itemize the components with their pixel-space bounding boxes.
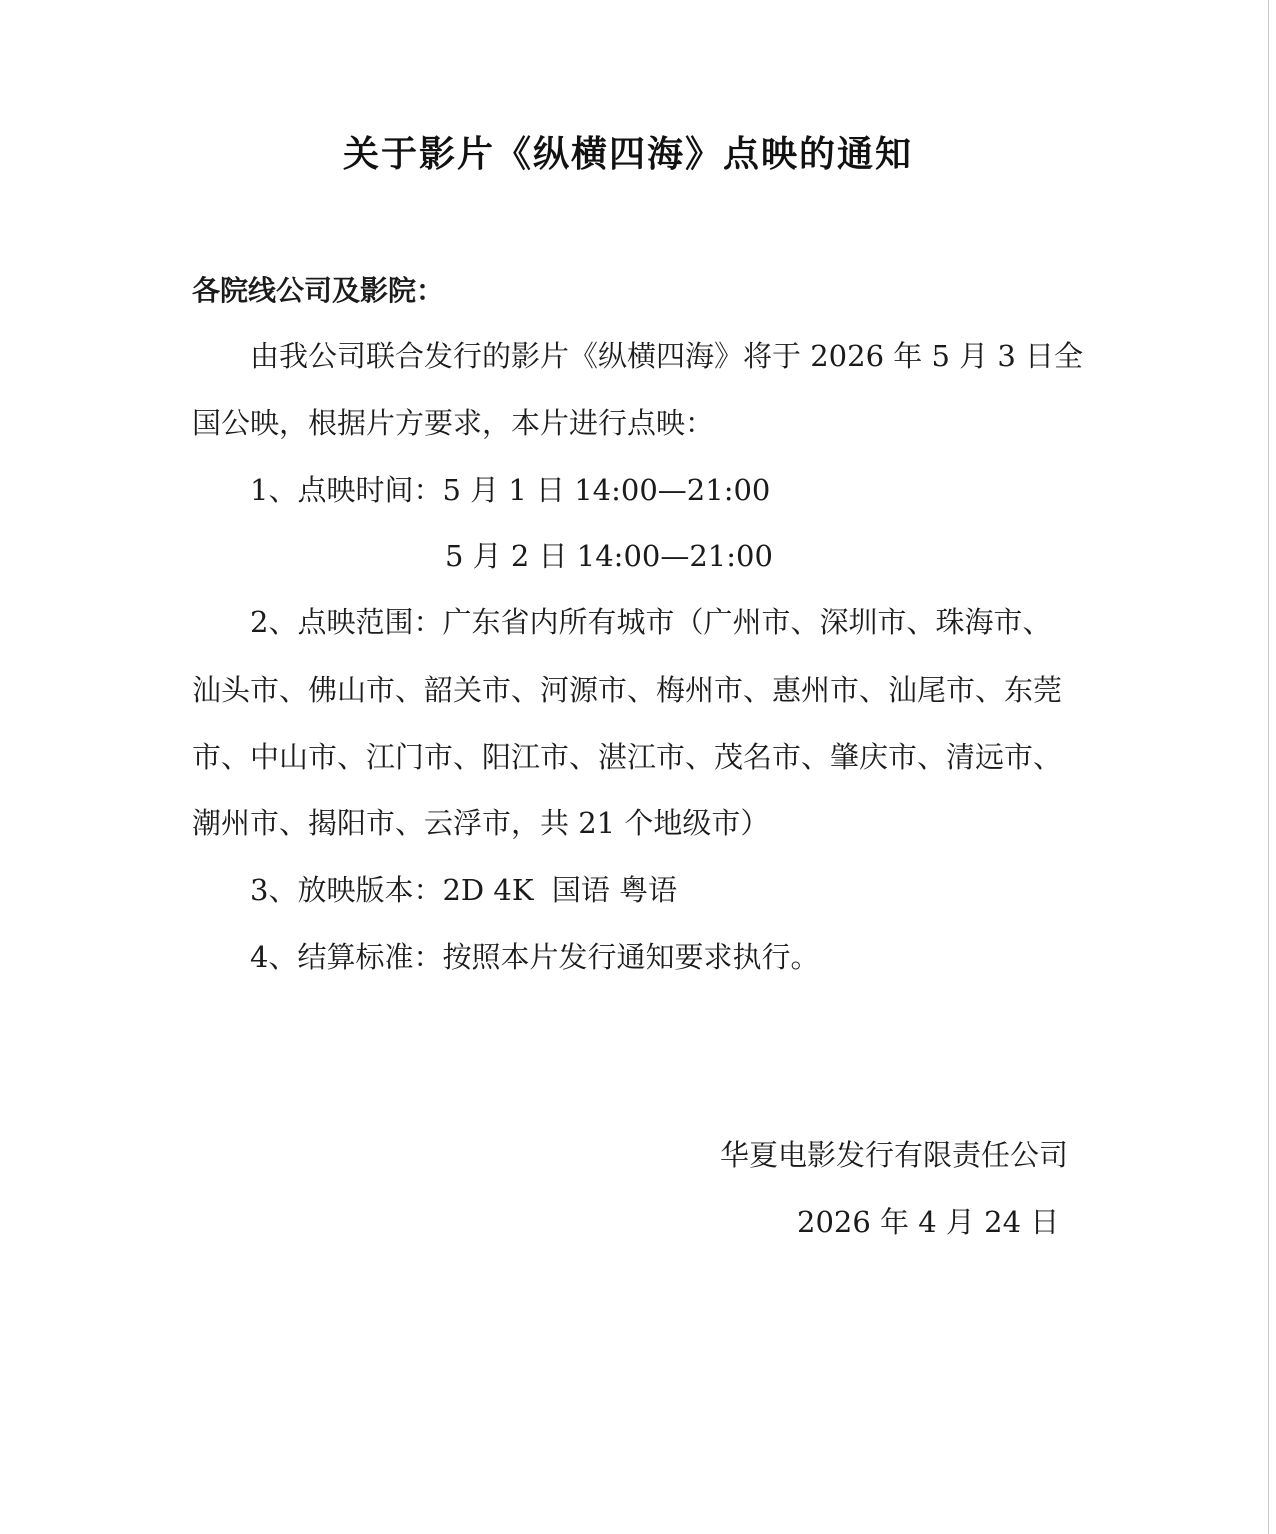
item-screening-scope-line: 市、中山市、江门市、阳江市、湛江市、茂名市、肇庆市、清远市、 — [192, 740, 1063, 774]
document-title: 关于影片《纵横四海》点映的通知 — [343, 134, 914, 175]
salutation: 各院线公司及影院： — [192, 274, 445, 307]
signature-date: 2026 年 4 月 24 日 — [797, 1205, 1060, 1239]
item-screening-scope-line: 汕头市、佛山市、韶关市、河源市、梅州市、惠州市、汕尾市、东莞 — [192, 673, 1063, 707]
signature-company: 华夏电影发行有限责任公司 — [720, 1138, 1069, 1172]
item-screening-scope-line: 潮州市、揭阳市、云浮市，共 21 个地级市） — [192, 806, 770, 840]
item-screening-version: 3、放映版本：2D 4K 国语 粤语 — [250, 873, 678, 907]
item-screening-time: 1、点映时间：5 月 1 日 14:00—21:00 — [250, 473, 771, 507]
scan-edge-line — [1268, 0, 1269, 1534]
item-screening-scope: 2、点映范围：广东省内所有城市（广州市、深圳市、珠海市、 — [250, 605, 1052, 639]
intro-line: 国公映，根据片方要求，本片进行点映： — [192, 406, 715, 440]
item-screening-time-second-day: 5 月 2 日 14:00—21:00 — [445, 539, 773, 573]
item-settlement-standard: 4、结算标准：按照本片发行通知要求执行。 — [250, 940, 820, 974]
intro-line: 由我公司联合发行的影片《纵横四海》将于 2026 年 5 月 3 日全 — [250, 339, 1084, 373]
